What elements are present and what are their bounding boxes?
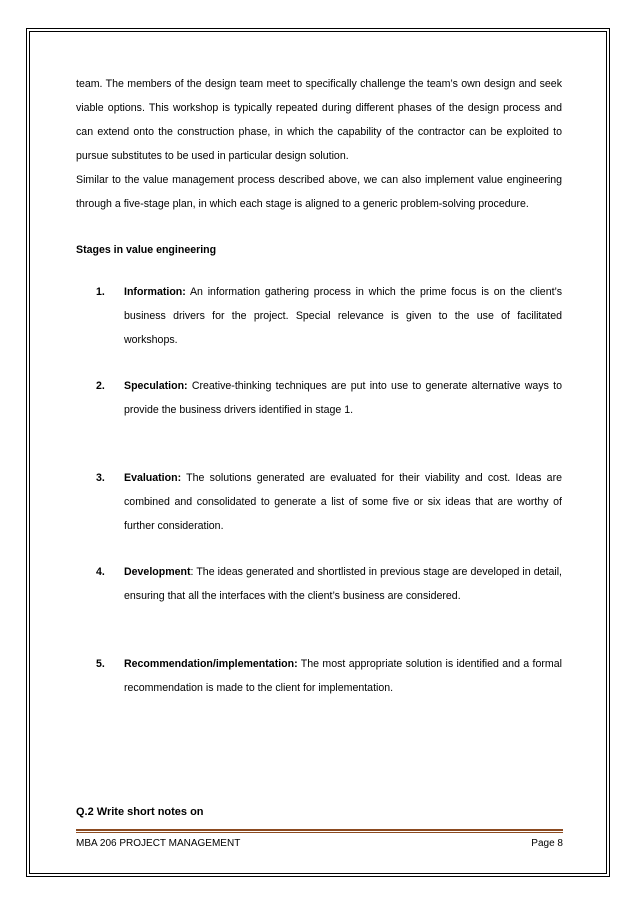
stage-title: Information: [124, 286, 186, 298]
stage-title: Development [124, 566, 191, 578]
footer-page-number: Page 8 [531, 838, 563, 849]
stage-body [124, 466, 562, 538]
footer-rule [76, 829, 563, 831]
stage-text: The solutions generated are evaluated for their viability and cost. Ideas are combined and consolidated to generate a list of some five or six ideas that are worthy of further consideration. [124, 472, 562, 532]
stage-item-4 [76, 560, 562, 608]
stage-item-2 [76, 374, 562, 422]
stage-number: 4. [96, 566, 105, 578]
stage-title: Speculation: [124, 380, 188, 392]
stage-number: 1. [96, 286, 105, 298]
stage-text: An information gathering process in which the prime focus is on the client’s business drivers for the project. Special relevance is given to the use of facilitated workshops. [124, 286, 562, 346]
stage-text: The most appropriate solution is identified and a formal recommendation is made to the client for implementation. [124, 658, 562, 694]
second-paragraph: Similar to the value management process described above, we can also implement value engineering through a five-stage plan, in which each stage is aligned to a generic problem-solving procedure. [76, 174, 562, 210]
footer-rule-thin [76, 832, 563, 833]
stage-title: Recommendation/implementation: [124, 658, 298, 670]
stage-text: : The ideas generated and shortlisted in previous stage are developed in detail, ensuring that all the interfaces with the client’s business are considered. [124, 566, 562, 602]
intro-paragraph: team. The members of the design team meet to specifically challenge the team’s own design and seek viable options. This workshop is typically repeated during different phases of the design process and can extend onto the construction phase, in which the capability of the contractor can be exploited to pursue substitutes to be used in particular design solution. [76, 78, 562, 162]
stages-list [76, 280, 562, 700]
stage-item-5 [76, 652, 562, 700]
stage-number: 3. [96, 472, 105, 484]
stage-item-3 [76, 466, 562, 538]
stage-number: 5. [96, 658, 105, 670]
stage-body [124, 652, 562, 700]
stage-body [124, 280, 562, 352]
stage-number: 2. [96, 380, 105, 392]
stage-text: Creative-thinking techniques are put into use to generate alternative ways to provide the business drivers identified in stage 1. [124, 380, 562, 416]
footer-course-title: MBA 206 PROJECT MANAGEMENT [76, 838, 241, 849]
stage-body [124, 374, 562, 422]
question-heading: Q.2 Write short notes on [76, 806, 204, 818]
section-heading: Stages in value engineering [76, 244, 217, 256]
stage-item-1 [76, 280, 562, 352]
document-body [76, 72, 562, 700]
stage-body [124, 560, 562, 608]
stage-title: Evaluation: [124, 472, 182, 484]
